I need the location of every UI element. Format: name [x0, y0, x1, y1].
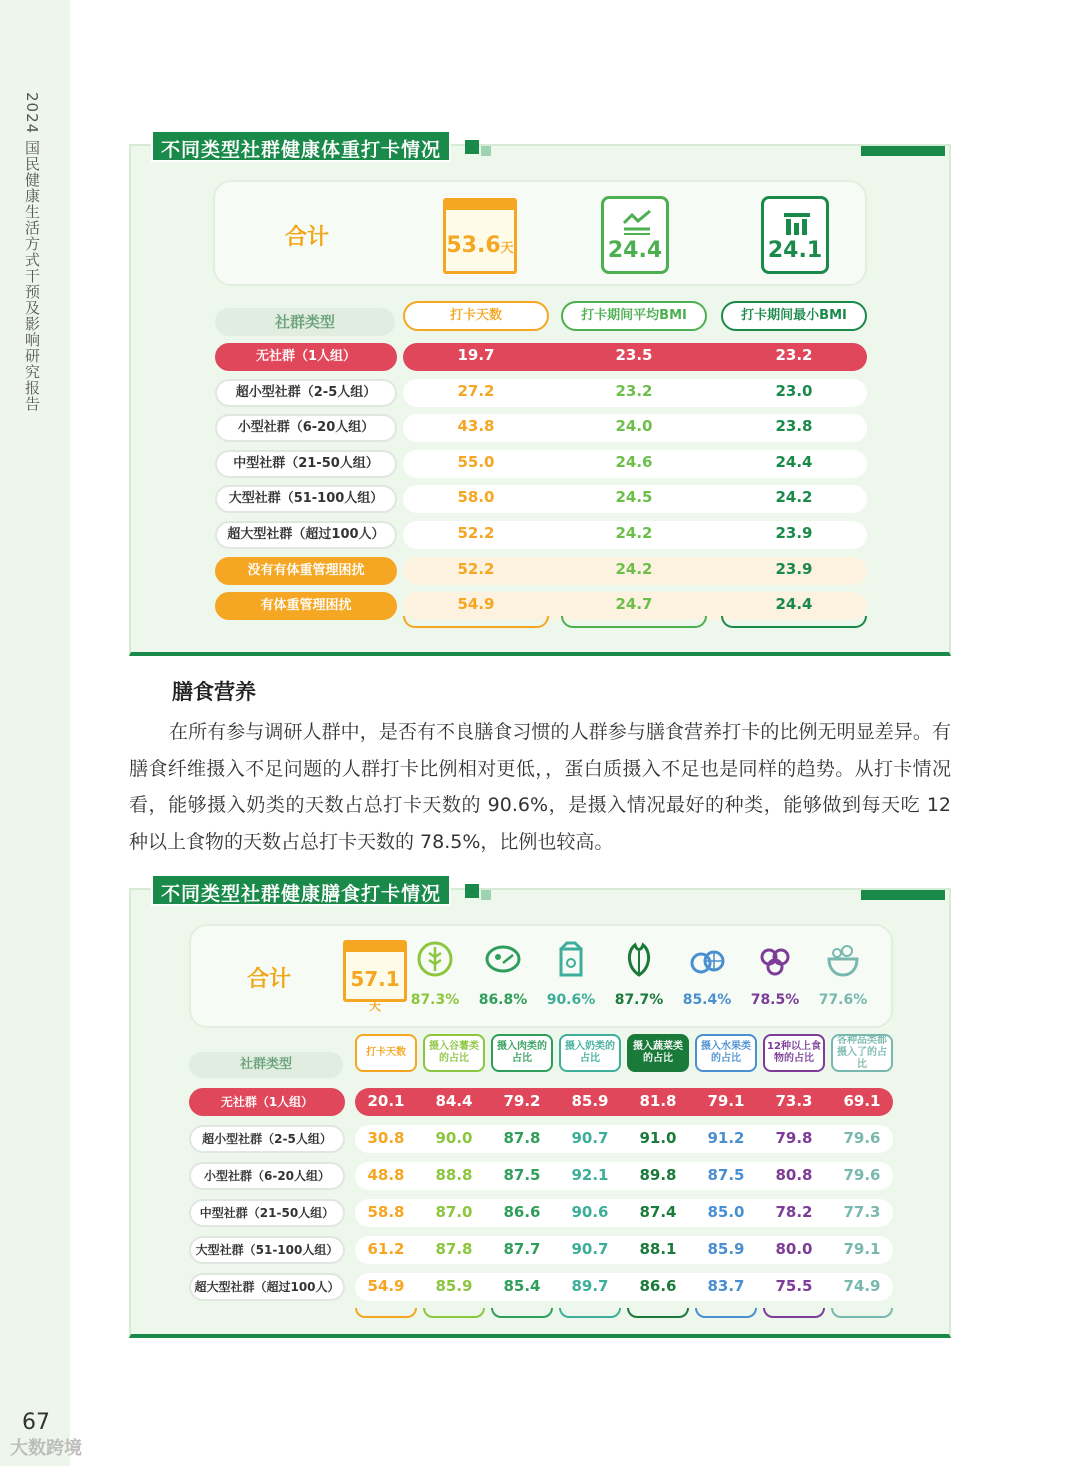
row-value: 79.1 — [843, 1240, 881, 1258]
total-percentage: 86.8% — [478, 992, 528, 1008]
row-value: 58.0 — [457, 488, 495, 507]
page-number: 67 — [22, 1410, 50, 1435]
row-value: 83.7 — [707, 1277, 745, 1295]
row-value: 52.2 — [457, 524, 495, 542]
meat-icon — [485, 940, 521, 980]
row-value: 24.4 — [775, 595, 813, 614]
row-value: 24.4 — [775, 452, 813, 471]
row-value: 90.6 — [571, 1203, 609, 1221]
row-value: 86.6 — [639, 1277, 677, 1295]
panel-title: 不同类型社群健康膳食打卡情况 — [151, 874, 451, 906]
column-header: 摄入奶类的占比 — [559, 1034, 621, 1072]
type-header: 社群类型 — [215, 308, 395, 336]
section-heading: 膳食营养 — [172, 680, 256, 704]
row-label: 超大型社群（超过100人） — [189, 1273, 345, 1301]
row-value: 69.1 — [843, 1092, 881, 1110]
column-header: 各种品类都摄入了的占比 — [831, 1034, 893, 1072]
row-value: 87.4 — [639, 1203, 677, 1221]
column-bracket — [491, 1308, 553, 1318]
row-value: 85.9 — [707, 1240, 745, 1258]
weight-checkin-panel — [129, 139, 951, 656]
row-value: 87.5 — [503, 1166, 541, 1184]
row-value: 43.8 — [457, 417, 495, 436]
row-value: 91.0 — [639, 1129, 677, 1147]
bar-graph-icon — [782, 209, 812, 237]
row-value: 87.8 — [503, 1129, 541, 1147]
row-value: 85.9 — [435, 1277, 473, 1295]
row-value: 88.8 — [435, 1166, 473, 1184]
row-value: 20.1 — [367, 1092, 405, 1110]
total-label: 合计 — [285, 225, 330, 250]
row-label: 无社群（1人组） — [215, 343, 397, 371]
title-deco-square — [481, 890, 491, 900]
row-value: 87.8 — [435, 1240, 473, 1258]
row-value: 30.8 — [367, 1129, 405, 1147]
row-value: 48.8 — [367, 1166, 405, 1184]
row-value: 23.5 — [615, 346, 653, 364]
column-header: 摄入肉类的占比 — [491, 1034, 553, 1072]
row-value: 19.7 — [457, 346, 495, 364]
column-bracket — [695, 1308, 757, 1318]
row-label: 中型社群（21-50人组） — [189, 1199, 345, 1227]
column-header: 摄入水果类的占比 — [695, 1034, 757, 1072]
total-avg-bmi: 24.4 — [607, 238, 663, 263]
column-bracket — [561, 616, 707, 628]
row-value: 79.1 — [707, 1092, 745, 1110]
row-value: 87.7 — [503, 1240, 541, 1258]
total-percentage: 78.5% — [750, 992, 800, 1008]
row-label: 无社群（1人组） — [189, 1088, 345, 1116]
section-paragraph: 在所有参与调研人群中，是否有不良膳食习惯的人群参与膳食营养打卡的比例无明显差异。有膳食纤维摄入不足问题的人群打卡比例相对更低，，蛋白质摄入不足也是同样的趋势。从打卡情况看，能够摄入奶类的天数占总打卡天数的 90.6%，是摄入情况最好的种类，能够做到每天吃 12 种以上食物的天数占总打卡天数的 78.5%，比例也较高。 — [129, 721, 951, 853]
total-card — [189, 924, 893, 1028]
report-title: 2024 国民健康生活方式干预及影响研究报告 — [23, 92, 41, 412]
type-header: 社群类型 — [189, 1052, 343, 1078]
row-value: 58.8 — [367, 1203, 405, 1221]
grain-icon — [417, 940, 453, 980]
row-label: 超大型社群（超过100人） — [215, 521, 397, 549]
column-bracket — [763, 1308, 825, 1318]
column-header: 打卡天数 — [355, 1034, 417, 1072]
row-label: 没有有体重管理困扰 — [215, 557, 397, 585]
row-value: 91.2 — [707, 1129, 745, 1147]
column-bracket — [559, 1308, 621, 1318]
row-value: 87.0 — [435, 1203, 473, 1221]
milk-icon — [553, 940, 589, 980]
row-value: 75.5 — [775, 1277, 813, 1295]
row-value: 87.5 — [707, 1166, 745, 1184]
total-card — [213, 180, 867, 286]
row-value: 85.0 — [707, 1203, 745, 1221]
row-value: 52.2 — [457, 559, 495, 578]
row-value: 23.8 — [775, 417, 813, 436]
watermark-text: 大数跨境 — [10, 1438, 82, 1459]
row-value: 24.2 — [615, 559, 653, 578]
row-value: 81.8 — [639, 1092, 677, 1110]
row-value: 23.2 — [775, 346, 813, 364]
column-header: 打卡天数 — [403, 301, 549, 331]
total-percentage: 85.4% — [682, 992, 732, 1008]
column-header: 摄入蔬菜类的占比 — [627, 1034, 689, 1072]
row-label: 大型社群（51-100人组） — [215, 485, 397, 513]
row-value: 74.9 — [843, 1277, 881, 1295]
calendar-rings — [446, 198, 514, 210]
total-percentage: 87.7% — [614, 992, 664, 1008]
row-value: 85.9 — [571, 1092, 609, 1110]
row-value: 77.3 — [843, 1203, 881, 1221]
panel-accent-bar — [861, 890, 945, 900]
row-value: 86.6 — [503, 1203, 541, 1221]
column-bracket — [831, 1308, 893, 1318]
column-header: 打卡期间平均BMI — [561, 301, 707, 331]
row-value: 78.2 — [775, 1203, 813, 1221]
total-min-bmi: 24.1 — [767, 238, 823, 263]
row-value: 23.2 — [615, 381, 653, 400]
bar-chart-icon — [761, 196, 829, 274]
column-bracket — [403, 616, 549, 628]
column-header: 摄入谷薯类的占比 — [423, 1034, 485, 1072]
row-value: 24.6 — [615, 452, 653, 471]
title-deco-square — [465, 884, 479, 898]
row-value: 90.0 — [435, 1129, 473, 1147]
row-value: 24.7 — [615, 595, 653, 614]
row-value: 79.2 — [503, 1092, 541, 1110]
row-value: 79.6 — [843, 1129, 881, 1147]
row-value: 24.5 — [615, 488, 653, 507]
row-value: 27.2 — [457, 381, 495, 400]
row-value: 84.4 — [435, 1092, 473, 1110]
row-value: 24.2 — [775, 488, 813, 507]
calendar-icon — [343, 940, 407, 1013]
column-bracket — [423, 1308, 485, 1318]
row-value: 55.0 — [457, 452, 495, 471]
total-days: 57.1天 — [350, 967, 400, 1013]
row-value: 90.7 — [571, 1129, 609, 1147]
row-value: 73.3 — [775, 1092, 813, 1110]
row-value: 88.1 — [639, 1240, 677, 1258]
calendar-icon — [443, 198, 517, 274]
title-deco-square — [481, 146, 491, 156]
row-label: 超小型社群（2-5人组） — [215, 379, 397, 407]
trend-chart-icon — [601, 196, 669, 274]
row-value: 23.9 — [775, 524, 813, 542]
total-percentage: 77.6% — [818, 992, 868, 1008]
title-deco-square — [465, 140, 479, 154]
row-label: 大型社群（51-100人组） — [189, 1236, 345, 1264]
salad-bowl-icon — [825, 940, 861, 980]
total-percentage: 90.6% — [546, 992, 596, 1008]
row-value: 54.9 — [367, 1277, 405, 1295]
column-bracket — [721, 616, 867, 628]
row-value: 80.0 — [775, 1240, 813, 1258]
column-header: 打卡期间最小BMI — [721, 301, 867, 331]
row-label: 小型社群（6-20人组） — [215, 414, 397, 442]
column-bracket — [627, 1308, 689, 1318]
row-value: 89.7 — [571, 1277, 609, 1295]
row-value: 61.2 — [367, 1240, 405, 1258]
column-bracket — [355, 1308, 417, 1318]
row-label: 中型社群（21-50人组） — [215, 450, 397, 478]
sidebar — [0, 0, 70, 1466]
column-header: 12种以上食物的占比 — [763, 1034, 825, 1072]
row-value: 23.9 — [775, 559, 813, 578]
row-label: 超小型社群（2-5人组） — [189, 1125, 345, 1153]
trend-line-icon — [622, 209, 652, 235]
row-value: 23.0 — [775, 381, 813, 400]
fruit-icon — [689, 940, 725, 980]
vegetable-icon — [621, 940, 657, 980]
total-days: 53.6天 — [446, 233, 514, 258]
row-value: 24.0 — [615, 417, 653, 436]
row-value: 79.6 — [843, 1166, 881, 1184]
row-value: 92.1 — [571, 1166, 609, 1184]
row-value: 80.8 — [775, 1166, 813, 1184]
panel-accent-bar — [861, 146, 945, 156]
total-label: 合计 — [247, 967, 292, 992]
total-percentage: 87.3% — [410, 992, 460, 1008]
row-label: 小型社群（6-20人组） — [189, 1162, 345, 1190]
row-value: 89.8 — [639, 1166, 677, 1184]
row-label: 有体重管理困扰 — [215, 592, 397, 620]
row-value: 24.2 — [615, 524, 653, 542]
row-value: 54.9 — [457, 595, 495, 614]
calendar-rings — [346, 940, 404, 952]
variety-food-icon — [757, 940, 793, 980]
panel-title: 不同类型社群健康体重打卡情况 — [151, 130, 451, 162]
row-value: 79.8 — [775, 1129, 813, 1147]
row-value: 90.7 — [571, 1240, 609, 1258]
watermark — [10, 1434, 82, 1460]
diet-checkin-panel — [129, 883, 951, 1338]
row-value: 85.4 — [503, 1277, 541, 1295]
